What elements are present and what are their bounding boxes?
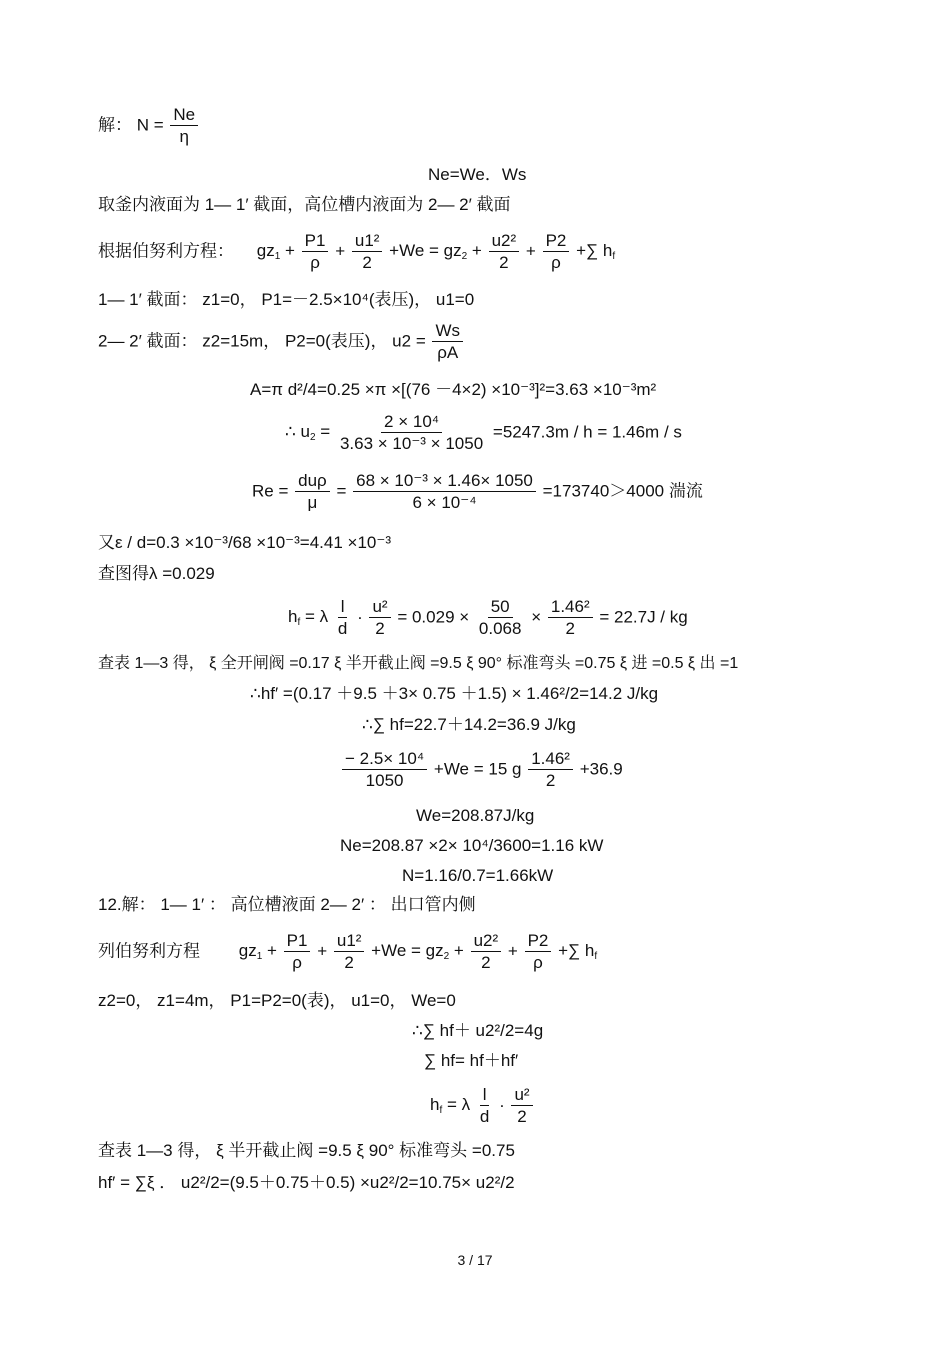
reynolds-calc: Re = $\frac{\text{duρ}}{\mu}$ = $\frac{\text{68 × 10⁻³ × 1.46× 1050}}{\text{6 × 10⁻⁴}}$ =173740＞4000 湍流 xyxy=(252,471,703,512)
table-xi-line: 查表 1—3 得， ξ 全开闸阀 =0.17 ξ 半开截止阀 =9.5 ξ 90° 标准弯头 =0.75 ξ 进 =0.5 ξ 出 =1 xyxy=(98,655,739,672)
hf-formula: $h_f = \lambda$ $\frac{l}{d}$ · $\frac{\text{u²}}{2}$ xyxy=(430,1086,535,1126)
n-result: N=1.16/0.7=1.66kW xyxy=(402,866,554,885)
we-result: We=208.87J/kg xyxy=(416,806,535,825)
section-2-conditions: 2— 2′ 截面： z2=15m， P2=0(表压)， u2 = $\frac{Ws}{\rho A}$ xyxy=(98,322,465,362)
section-1-conditions: 1— 1′ 截面： z1=0， P1=－2.5×10⁴(表压)， u1=0 xyxy=(98,290,475,309)
fraction-p1-rho: $\frac{P1}{\rho}$ xyxy=(302,232,329,272)
hf-calc: $h_f = \lambda$ $\frac{l}{d}$ · $\frac{\text{u²}}{2}$ = 0.029 × $\frac{50}{0.068}$ × $\frac{\text{1.46²}}{2}$ = 22.7J / kg xyxy=(288,597,688,638)
question-12-line: 12.解： 1— 1′ ： 高位槽液面 2— 2′ ： 出口管内侧 xyxy=(98,895,476,914)
sections-line: 取釜内液面为 1— 1′ 截面，高位槽内液面为 2— 2′ 截面 xyxy=(98,195,511,214)
bernoulli-equation: 根据伯努利方程： $gz_1$ + $\frac{P1}{\rho}$ + $\frac{\text{u1²}}{2}$ $+We = gz_2$ + $\frac{\text{u2²}}{2}$ + $\frac{P2}{\rho}$ +∑ $h_f$ xyxy=(98,231,616,272)
fraction-u2sq-2: $\frac{\text{u2²}}{2}$ xyxy=(471,932,502,972)
fraction-u1sq: $\frac{\text{u1²}}{2}$ xyxy=(352,232,383,272)
we-equation: $\frac{\text{− 2.5× 10⁴}}{1050}$ +We = 15 g $\frac{\text{1.46²}}{2}$ +36.9 xyxy=(340,750,623,790)
fraction-p2-rho: $\frac{P2}{\rho}$ xyxy=(543,232,570,272)
u2-calc: ∴ $u_2$ = $\frac{\text{2 × 10⁴}}{\text{3.63 × 10⁻³ × 1050}}$ =5247.3m / h = 1.46m / s xyxy=(285,412,682,453)
fraction-u-sq: $\frac{\text{u²}}{2}$ xyxy=(369,598,390,638)
sum-hf2-line: ∑ hf= hf＋hf′ xyxy=(424,1051,519,1070)
lambda-line: 查图得λ =0.029 xyxy=(98,564,215,583)
roughness-line: 又ε / d=0.3 ×10⁻³/68 ×10⁻³=4.41 ×10⁻³ xyxy=(98,533,391,552)
eq-ne-we-ws: Ne=We．Ws xyxy=(428,165,527,184)
area-calc: A=π d²/4=0.25 ×π ×[(76 －4×2) ×10⁻³]²=3.63 ×10⁻³m² xyxy=(250,380,657,399)
conditions-line: z2=0， z1=4m， P1=P2=0(表)， u1=0， We=0 xyxy=(98,991,456,1010)
fraction-u-sq-2: $\frac{\text{u²}}{2}$ xyxy=(511,1086,532,1126)
fraction-l-d: $\frac{l}{d}$ xyxy=(337,597,348,638)
bernoulli-equation-2: 列伯努利方程 $gz_1$ + $\frac{P1}{\rho}$ + $\frac{\text{u1²}}{2}$ $+We = gz_2$ + $\frac{\text{u2²}}{2}$ + $\frac{P2}{\rho}$ +∑ $h_f$ xyxy=(98,931,598,972)
fraction-p2-rho-2: $\frac{P2}{\rho}$ xyxy=(525,932,552,972)
fraction-pressure: $\frac{\text{− 2.5× 10⁴}}{1050}$ xyxy=(342,750,427,790)
fraction-re-calc: $\frac{\text{68 × 10⁻³ × 1.46× 1050}}{\text{6 × 10⁻⁴}}$ xyxy=(353,472,536,512)
hf-prime-line: ∴hf′ =(0.17 ＋9.5 ＋3× 0.75 ＋1.5) × 1.46²/2=14.2 J/kg xyxy=(250,684,659,703)
fraction-u2-calc: $\frac{\text{2 × 10⁴}}{\text{3.63 × 10⁻³ × 1050}}$ xyxy=(339,412,484,453)
sum-u-line: ∴∑ hf＋ u2²/2=4g xyxy=(412,1021,544,1040)
fraction-ws-rhoa: $\frac{Ws}{\rho A}$ xyxy=(432,322,463,362)
fraction-v-sq: $\frac{\text{1.46²}}{2}$ xyxy=(548,598,593,638)
table-2-line: 查表 1—3 得， ξ 半开截止阀 =9.5 ξ 90° 标准弯头 =0.75 xyxy=(98,1141,515,1160)
page-number: 3 / 17 xyxy=(457,1252,493,1268)
fraction-p1-rho-2: $\frac{P1}{\rho}$ xyxy=(284,932,311,972)
fraction-u2sq: $\frac{\text{u2²}}{2}$ xyxy=(489,232,520,272)
fraction-len-ratio: $\frac{50}{0.068}$ xyxy=(478,597,522,638)
ne-result: Ne=208.87 ×2× 10⁴/3600=1.16 kW xyxy=(340,836,604,855)
last-line: hf′ = ∑ξ ． u2²/2=(9.5＋0.75＋0.5) ×u2²/2=10.75× u2²/2 xyxy=(98,1173,515,1192)
fraction-v-sq2: $\frac{\text{1.46²}}{2}$ xyxy=(528,750,573,790)
fraction-ne-eta: $\frac{Ne}{\eta}$ xyxy=(170,106,198,146)
solution-intro: 解： N = $\frac{Ne}{\eta}$ xyxy=(98,106,200,146)
fraction-du-rho-mu: $\frac{\text{duρ}}{\mu}$ xyxy=(295,472,330,512)
sum-hf-line: ∴∑ hf=22.7＋14.2=36.9 J/kg xyxy=(362,715,576,734)
fraction-u1sq-2: $\frac{\text{u1²}}{2}$ xyxy=(334,932,365,972)
fraction-l-d-2: $\frac{l}{d}$ xyxy=(479,1085,490,1126)
